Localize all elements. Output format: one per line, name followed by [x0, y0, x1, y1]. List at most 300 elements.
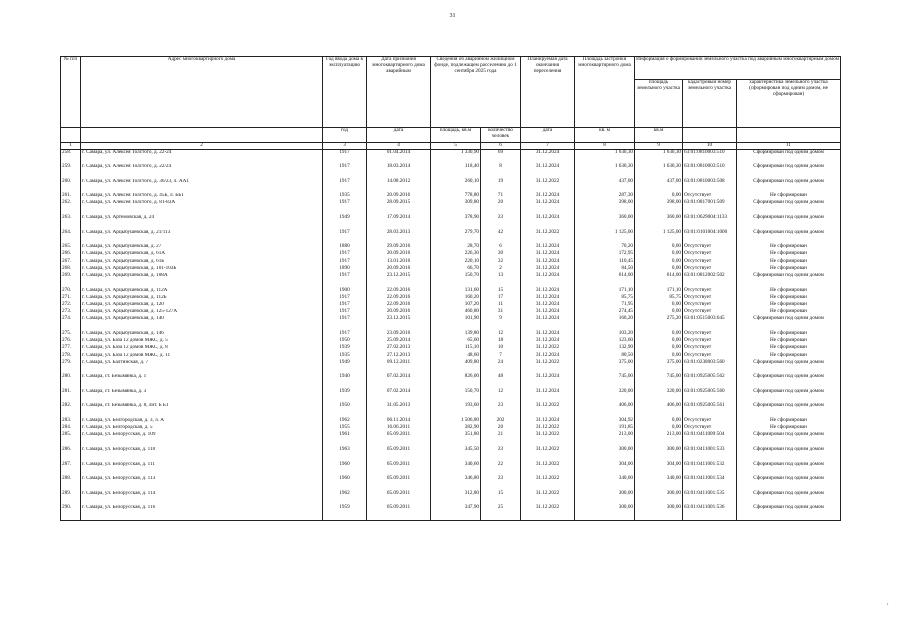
row-land-area: 745,00	[635, 374, 683, 389]
row-land-status: Сформирован под одним домом	[737, 432, 841, 447]
table-row	[61, 295, 841, 302]
row-recognition-date: 31.05.2013	[367, 403, 431, 418]
row-year: 1917	[323, 302, 367, 309]
row-land-status: Сформирован под одним домом	[737, 230, 841, 245]
row-land-area: 300,00	[635, 447, 683, 462]
row-area: 260,10	[431, 179, 481, 194]
table-row	[61, 331, 841, 338]
table-row	[61, 316, 841, 331]
row-year: 1890	[323, 266, 367, 273]
header-planned-date: Планируемая дата окончания переселения	[521, 57, 575, 128]
emergency-housing-table	[60, 56, 841, 521]
row-planned-date: 31.12.2024	[521, 215, 575, 230]
row-year: 1917	[323, 273, 367, 288]
row-address: г. Самара, ул. Арцыбушевская, д. 125-127А	[81, 309, 323, 316]
row-number: 272.	[61, 302, 81, 309]
row-residents: 9	[481, 316, 521, 331]
column-number: 3	[323, 143, 367, 150]
page-number: 31	[449, 13, 456, 19]
row-land-status: Сформирован под одним домом	[737, 150, 841, 165]
row-land-status: Сформирован под одним домом	[737, 179, 841, 194]
row-recognition-date: 17.09.2014	[367, 215, 431, 230]
table-row	[61, 476, 841, 491]
row-number: 275.	[61, 331, 81, 338]
row-year: 1917	[323, 316, 367, 331]
row-build-area: 172,95	[575, 251, 635, 258]
row-address: г. Самара, ул. Арцыбушевская, д. 120	[81, 302, 323, 309]
column-number: 9	[635, 143, 683, 150]
row-land-status: Не сформирован	[737, 418, 841, 425]
row-land-area: 437,00	[635, 179, 683, 194]
row-residents: 20	[481, 200, 521, 215]
row-number: 281.	[61, 389, 81, 404]
row-number: 259.	[61, 164, 81, 179]
row-year: 1960	[323, 476, 367, 491]
row-land-area: 0,00	[635, 309, 683, 316]
row-address: г. Самара, ул. Белорусская, д. 114	[81, 491, 323, 506]
row-residents: 19	[481, 179, 521, 194]
header-land-info: Информация о формировании земельного участка под аварийным многоквартирным домом	[635, 57, 841, 80]
row-residents: 17	[481, 295, 521, 302]
row-year: 1917	[323, 230, 367, 245]
row-number: 270.	[61, 288, 81, 295]
row-planned-date: 31.12.2024	[521, 295, 575, 302]
row-cadastral: 63:01:0629004:1133	[683, 215, 737, 230]
row-residents: 23	[481, 215, 521, 230]
unit-empty	[683, 128, 737, 143]
row-land-area: 0,00	[635, 193, 683, 200]
row-year: 1917	[323, 200, 367, 215]
row-build-area: 274,45	[575, 309, 635, 316]
row-cadastral: Отсутствует	[683, 425, 737, 432]
row-land-status: Сформирован под одним домом	[737, 491, 841, 506]
row-planned-date: 31.12.2022	[521, 462, 575, 477]
row-number: 258.	[61, 150, 81, 165]
table-row	[61, 447, 841, 462]
row-number: 268.	[61, 266, 81, 273]
row-year: 1900	[323, 288, 367, 295]
unit-empty	[61, 128, 81, 143]
row-planned-date: 31.12.2024	[521, 193, 575, 200]
row-planned-date: 31.12.2024	[521, 353, 575, 360]
row-residents: 48	[481, 374, 521, 389]
row-year: 1939	[323, 389, 367, 404]
row-address: г. Самара, ул. Алексея Толстого, д. 36/23, л. АА1	[81, 179, 323, 194]
row-recognition-date: 20.09.2016	[367, 309, 431, 316]
row-recognition-date: 22.09.2016	[367, 295, 431, 302]
row-number: 266.	[61, 251, 81, 258]
row-build-area: 213,00	[575, 432, 635, 447]
row-residents: 23	[481, 403, 521, 418]
row-number: 287.	[61, 462, 81, 477]
row-area: 65,60	[431, 338, 481, 345]
row-build-area: 304,92	[575, 418, 635, 425]
row-land-area: 1 630,30	[635, 150, 683, 165]
row-area: 226,30	[431, 251, 481, 258]
row-recognition-date: 22.09.2016	[367, 302, 431, 309]
row-cadastral: 63:01:0411001:534	[683, 476, 737, 491]
row-recognition-date: 18.03.2014	[367, 164, 431, 179]
margin-mark: ,	[887, 600, 889, 606]
row-area: 193,60	[431, 403, 481, 418]
row-address: г. Самара, ул. Белорусская, д. 111	[81, 462, 323, 477]
unit-plan: дата	[521, 128, 575, 143]
row-recognition-date: 05.09.2011	[367, 491, 431, 506]
row-address: г. Самара, ул. Арцыбушевская, д. 146	[81, 331, 323, 338]
row-land-area: 0,00	[635, 266, 683, 273]
row-cadastral: Отсутствует	[683, 244, 737, 251]
row-residents: 23	[481, 476, 521, 491]
table-body	[61, 150, 841, 521]
row-area: 279,70	[431, 230, 481, 245]
table-row	[61, 403, 841, 418]
table-row	[61, 418, 841, 425]
row-address: г. Самара, ул. Белгородская, д. 3, л. А	[81, 418, 323, 425]
row-area: 107,20	[431, 302, 481, 309]
row-cadastral: Отсутствует	[683, 309, 737, 316]
row-year: 1935	[323, 193, 367, 200]
row-recognition-date: 14.08.2012	[367, 179, 431, 194]
row-land-status: Сформирован под одним домом	[737, 462, 841, 477]
row-year: 1950	[323, 338, 367, 345]
row-cadastral: 63:01:0411001:536	[683, 505, 737, 520]
row-cadastral: Отсутствует	[683, 288, 737, 295]
row-cadastral: 63:01:0812002:502	[683, 273, 737, 288]
row-land-status: Не сформирован	[737, 259, 841, 266]
unit-qty: количество человек	[481, 128, 521, 143]
table-row	[61, 244, 841, 251]
row-residents: 12	[481, 331, 521, 338]
unit-area: площадь, кв.м	[431, 128, 481, 143]
row-land-area: 360,00	[635, 215, 683, 230]
row-area: 150,70	[431, 389, 481, 404]
row-planned-date: 31.12.2022	[521, 179, 575, 194]
row-recognition-date: 05.09.2011	[367, 432, 431, 447]
row-number: 276.	[61, 338, 81, 345]
row-planned-date: 31.12.2022	[521, 505, 575, 520]
row-area: 115,10	[431, 345, 481, 352]
table-row	[61, 345, 841, 352]
row-build-area: 110,45	[575, 259, 635, 266]
row-number: 277.	[61, 345, 81, 352]
table-row	[61, 462, 841, 477]
row-address: г. Самара, ул. Балтийская, д. 7	[81, 360, 323, 375]
row-build-area: 745,00	[575, 374, 635, 389]
row-cadastral: Отсутствует	[683, 418, 737, 425]
row-year: 1939	[323, 345, 367, 352]
row-planned-date: 31.12.2022	[521, 230, 575, 245]
row-recognition-date: 06.11.2014	[367, 418, 431, 425]
row-number: 290.	[61, 505, 81, 520]
row-land-status: Сформирован под одним домом	[737, 200, 841, 215]
row-address: г. Самара, ул. Арцыбушевская, д. 140	[81, 316, 323, 331]
row-land-area: 171,10	[635, 288, 683, 295]
row-build-area: 80,50	[575, 353, 635, 360]
row-cadastral: 63:01:0411009:504	[683, 432, 737, 447]
row-land-area: 0,00	[635, 244, 683, 251]
row-year: 1960	[323, 462, 367, 477]
row-address: г. Самара, ул. Белорусская, д. 113	[81, 476, 323, 491]
table-row	[61, 288, 841, 295]
row-build-area: 340,00	[575, 476, 635, 491]
row-address: г. Самара, ул. Белгородская, д. 5	[81, 425, 323, 432]
row-recognition-date: 05.09.2011	[367, 462, 431, 477]
row-year: 1917	[323, 150, 367, 165]
row-residents: 71	[481, 193, 521, 200]
table-row	[61, 505, 841, 520]
row-land-area: 304,00	[635, 462, 683, 477]
row-number: 284.	[61, 425, 81, 432]
row-build-area: 300,00	[575, 491, 635, 506]
row-build-area: 171,10	[575, 288, 635, 295]
column-number: 2	[81, 143, 323, 150]
row-recognition-date: 05.09.2011	[367, 447, 431, 462]
table-row	[61, 179, 841, 194]
row-area: 1 330,90	[431, 150, 481, 165]
row-area: 220,10	[431, 259, 481, 266]
table-row	[61, 164, 841, 179]
row-address: г. Самара, ул. Алексея Толстого, д. 22-24	[81, 150, 323, 165]
row-address: г. Самара, ст. Безымянка, д. 1	[81, 374, 323, 389]
row-number: 273.	[61, 309, 81, 316]
header-land-area: площадь земельного участка	[635, 80, 683, 128]
row-area: 345,50	[431, 447, 481, 462]
row-cadastral: Отсутствует	[683, 353, 737, 360]
row-recognition-date: 07.02.2014	[367, 374, 431, 389]
row-recognition-date: 05.09.2011	[367, 505, 431, 520]
row-land-status: Сформирован под одним домом	[737, 403, 841, 418]
row-land-area: 0,00	[635, 331, 683, 338]
row-planned-date: 31.12.2024	[521, 418, 575, 425]
row-residents: 202	[481, 418, 521, 425]
row-land-status: Не сформирован	[737, 331, 841, 338]
row-land-status: Не сформирован	[737, 288, 841, 295]
row-land-area: 300,00	[635, 491, 683, 506]
row-number: 264.	[61, 230, 81, 245]
row-planned-date: 31.12.2022	[521, 476, 575, 491]
row-build-area: 132,90	[575, 345, 635, 352]
row-build-area: 85,75	[575, 295, 635, 302]
row-land-status: Сформирован под одним домом	[737, 447, 841, 462]
column-number: 5	[431, 143, 481, 150]
row-land-status: Сформирован под одним домом	[737, 389, 841, 404]
row-address: г. Самара, ул. Алексея Толстого, д. 81-83А	[81, 200, 323, 215]
row-build-area: 300,00	[575, 447, 635, 462]
row-year: 1917	[323, 259, 367, 266]
row-area: 409,80	[431, 360, 481, 375]
row-cadastral: 63:01:0925005:561	[683, 403, 737, 418]
row-planned-date: 31.12.2024	[521, 338, 575, 345]
row-build-area: 71,95	[575, 302, 635, 309]
row-cadastral: 63:01:0810003:510	[683, 150, 737, 165]
row-area: 48,60	[431, 353, 481, 360]
row-residents: 8	[481, 164, 521, 179]
header-address: Адрес многоквартирного дома	[81, 57, 323, 128]
row-area: 131,60	[431, 288, 481, 295]
row-recognition-date: 23.12.2015	[367, 316, 431, 331]
row-planned-date: 31.12.2022	[521, 491, 575, 506]
row-land-status: Не сформирован	[737, 266, 841, 273]
row-land-status: Не сформирован	[737, 251, 841, 258]
row-land-status: Не сформирован	[737, 425, 841, 432]
row-land-area: 0,00	[635, 353, 683, 360]
row-land-area: 0,00	[635, 425, 683, 432]
row-build-area: 614,00	[575, 273, 635, 288]
row-cadastral: Отсутствует	[683, 259, 737, 266]
row-planned-date: 31.12.2024	[521, 389, 575, 404]
table-row	[61, 259, 841, 266]
row-area: 346,80	[431, 476, 481, 491]
row-build-area: 304,00	[575, 462, 635, 477]
row-area: 826,00	[431, 374, 481, 389]
unit-date: дата	[367, 128, 431, 143]
row-area: 460,80	[431, 309, 481, 316]
row-recognition-date: 05.09.2011	[367, 476, 431, 491]
row-number: 269.	[61, 273, 81, 288]
row-land-status: Не сформирован	[737, 302, 841, 309]
row-year: 1917	[323, 179, 367, 194]
row-cadastral: Отсутствует	[683, 266, 737, 273]
row-area: 778,80	[431, 193, 481, 200]
row-residents: 6	[481, 244, 521, 251]
row-area: 378,90	[431, 215, 481, 230]
row-year: 1962	[323, 491, 367, 506]
row-land-area: 0,00	[635, 418, 683, 425]
row-land-area: 1 125,00	[635, 230, 683, 245]
row-land-status: Сформирован под одним домом	[737, 505, 841, 520]
row-planned-date: 31.12.2022	[521, 403, 575, 418]
row-area: 312,80	[431, 491, 481, 506]
row-planned-date: 31.12.2022	[521, 360, 575, 375]
row-recognition-date: 20.09.2016	[367, 251, 431, 258]
table-row	[61, 302, 841, 309]
row-residents: 69	[481, 150, 521, 165]
row-build-area: 437,00	[575, 179, 635, 194]
row-area: 1 506,80	[431, 418, 481, 425]
row-land-status: Не сформирован	[737, 193, 841, 200]
row-planned-date: 31.12.2024	[521, 150, 575, 165]
column-number: 4	[367, 143, 431, 150]
row-number: 285.	[61, 432, 81, 447]
row-build-area: 123,60	[575, 338, 635, 345]
column-number: 8	[575, 143, 635, 150]
row-build-area: 300,00	[575, 505, 635, 520]
row-year: 1949	[323, 215, 367, 230]
row-land-status: Не сформирован	[737, 244, 841, 251]
column-number: 6	[481, 143, 521, 150]
row-build-area: 398,00	[575, 200, 635, 215]
row-residents: 25	[481, 505, 521, 520]
row-planned-date: 31.12.2022	[521, 425, 575, 432]
row-land-area: 0,00	[635, 259, 683, 266]
row-area: 351,80	[431, 432, 481, 447]
row-cadastral: 63:01:0515003:645	[683, 316, 737, 331]
row-number: 265.	[61, 244, 81, 251]
row-build-area: 375,00	[575, 360, 635, 375]
row-cadastral: Отсутствует	[683, 295, 737, 302]
row-land-status: Не сформирован	[737, 345, 841, 352]
unit-build: кв. м	[575, 128, 635, 143]
row-address: г. Самара, ул. Арцыбушевская, д. 61Б	[81, 259, 323, 266]
row-recognition-date: 01.04.2014	[367, 150, 431, 165]
row-area: 382,90	[431, 425, 481, 432]
row-residents: 11	[481, 302, 521, 309]
table-row	[61, 251, 841, 258]
row-cadastral: Отсутствует	[683, 251, 737, 258]
row-area: 150,70	[431, 273, 481, 288]
unit-year: год	[323, 128, 367, 143]
header-year: Год ввода дома в эксплуатацию	[323, 57, 367, 128]
row-planned-date: 31.12.2024	[521, 309, 575, 316]
unit-empty	[81, 128, 323, 143]
row-recognition-date: 29.09.2016	[367, 244, 431, 251]
table-row	[61, 360, 841, 375]
row-recognition-date: 07.02.2014	[367, 389, 431, 404]
row-recognition-date: 20.09.2016	[367, 266, 431, 273]
row-recognition-date: 20.09.2016	[367, 193, 431, 200]
row-address: г. Самара, ул. Белорусская, д. 110	[81, 447, 323, 462]
row-land-status: Сформирован под одним домом	[737, 360, 841, 375]
row-residents: 21	[481, 432, 521, 447]
row-residents: 7	[481, 353, 521, 360]
unit-land: кв.м	[635, 128, 683, 143]
header-build-area: Площадь застройки многоквартирного дома	[575, 57, 635, 128]
table-row	[61, 230, 841, 245]
row-number: 288.	[61, 476, 81, 491]
row-planned-date: 31.12.2024	[521, 251, 575, 258]
row-address: г. Самара, ул. База 12 домов МЖС, д. 5	[81, 338, 323, 345]
row-planned-date: 31.12.2024	[521, 266, 575, 273]
row-address: г. Самара, ул. Арцыбушевская, д. 112Б	[81, 295, 323, 302]
row-cadastral: 63:01:0817001:509	[683, 200, 737, 215]
row-build-area: 320,00	[575, 389, 635, 404]
row-year: 1917	[323, 251, 367, 258]
row-residents: 24	[481, 360, 521, 375]
row-number: 278.	[61, 353, 81, 360]
row-address: г. Самара, ул. Алексея Толстого, д. 45Б, л. ББ1	[81, 193, 323, 200]
row-residents: 20	[481, 425, 521, 432]
row-build-area: 1 125,00	[575, 230, 635, 245]
row-cadastral: Отсутствует	[683, 345, 737, 352]
row-land-area: 1 630,30	[635, 164, 683, 179]
row-recognition-date: 28.03.2013	[367, 230, 431, 245]
row-build-area: 84,50	[575, 266, 635, 273]
row-number: 271.	[61, 295, 81, 302]
row-year: 1917	[323, 331, 367, 338]
row-residents: 10	[481, 345, 521, 352]
row-recognition-date: 27.02.2013	[367, 345, 431, 352]
row-year: 1959	[323, 505, 367, 520]
row-build-area: 1 630,30	[575, 164, 635, 179]
row-cadastral: 63:01:0411001:533	[683, 447, 737, 462]
row-land-area: 0,00	[635, 302, 683, 309]
row-number: 279.	[61, 360, 81, 375]
row-year: 1935	[323, 353, 367, 360]
row-address: г. Самара, ул. Арцыбушевская, д. 108А	[81, 273, 323, 288]
row-address: г. Самара, ул. Арцыбушевская, д. 101-103Б	[81, 266, 323, 273]
header-num: № п/п	[61, 57, 81, 128]
row-land-area: 300,00	[635, 505, 683, 520]
row-cadastral: 63:01:0810003:508	[683, 179, 737, 194]
row-land-area: 340,00	[635, 476, 683, 491]
row-planned-date: 31.12.2024	[521, 331, 575, 338]
row-residents: 23	[481, 447, 521, 462]
column-number: 1	[61, 143, 81, 150]
row-land-area: 85,75	[635, 295, 683, 302]
row-area: 28,70	[431, 244, 481, 251]
column-number: 11	[737, 143, 841, 150]
row-land-status: Не сформирован	[737, 353, 841, 360]
